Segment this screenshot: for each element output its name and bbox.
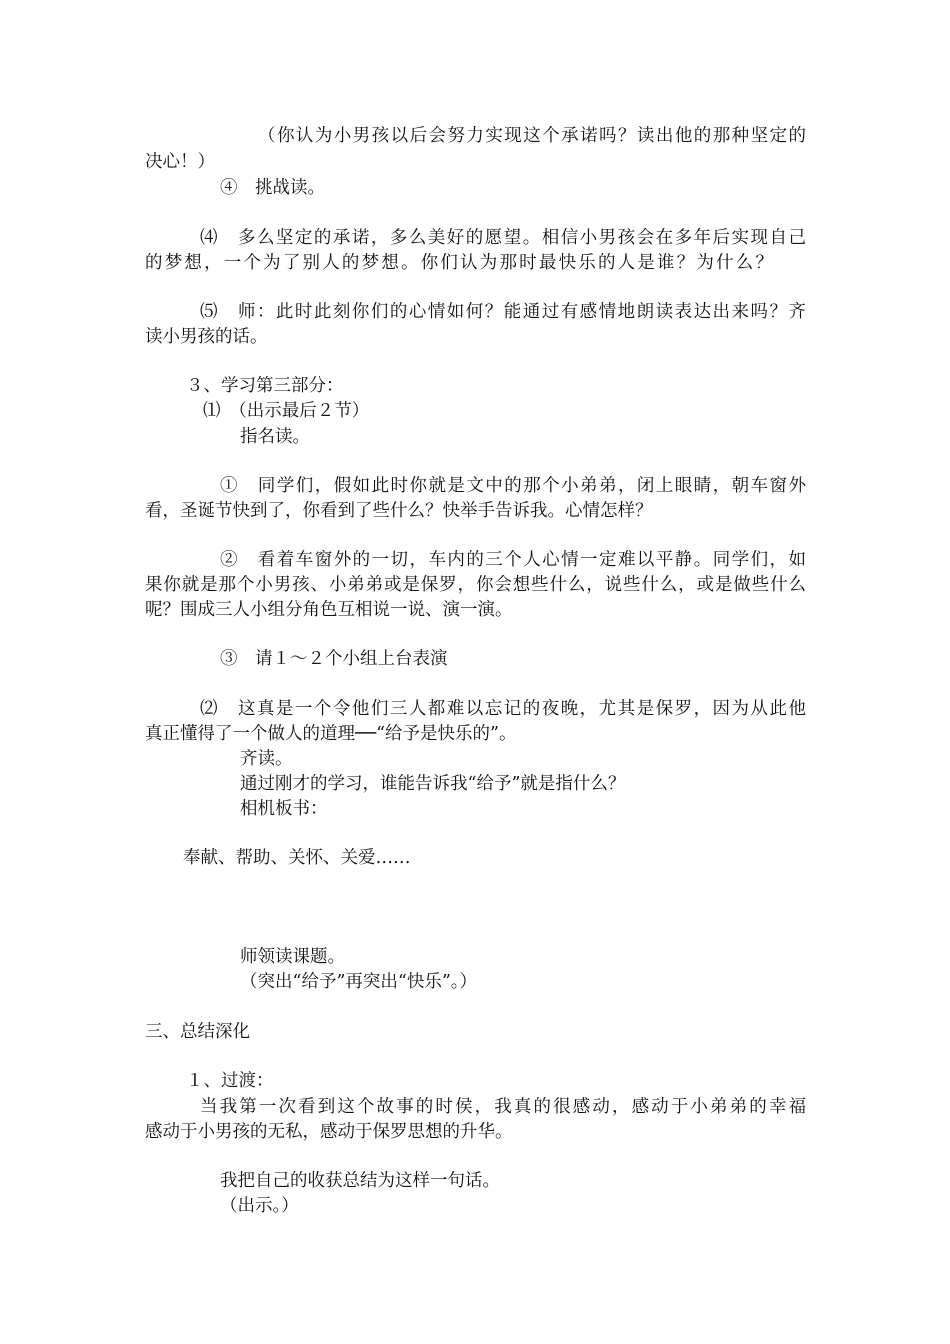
- section-heading: ３、学习第三部分：: [186, 376, 344, 396]
- text-line: ⑴ （出示最后２节）: [203, 401, 370, 421]
- text-line: ⑸ 师：此时此刻你们的心情如何？能通过有感情地朗读表达出来吗？齐: [200, 302, 806, 322]
- text-line: 真正懂得了一个做人的道理──“给予是快乐的”。: [145, 724, 517, 744]
- text-line: 师领读课题。: [240, 947, 345, 967]
- text-line: 相机板书：: [240, 799, 328, 819]
- text-line: ⑵ 这真是一个令他们三人都难以忘记的夜晚，尤其是保罗，因为从此他: [200, 699, 806, 719]
- text-line: ③ 请１～２个小组上台表演: [220, 649, 448, 669]
- text-line: 看，圣诞节快到了，你看到了些什么？快举手告诉我。心情怎样？: [145, 501, 653, 521]
- text-line: （出示。）: [220, 1196, 299, 1216]
- text-line: 的梦想，一个为了别人的梦想。你们认为那时最快乐的人是谁？为什么？: [145, 253, 773, 273]
- text-line: （突出“给予”再突出“快乐”。）: [240, 972, 478, 992]
- text-line: 决心！）: [145, 152, 215, 172]
- text-line: ④ 挑战读。: [220, 178, 325, 198]
- text-line: ② 看着车窗外的一切，车内的三个人心情一定难以平静。同学们，如: [220, 550, 806, 570]
- text-line: （你认为小男孩以后会努力实现这个承诺吗？读出他的那种坚定的: [258, 126, 806, 146]
- section-heading: １、过渡：: [186, 1071, 274, 1091]
- text-line: ⑷ 多么坚定的承诺，多么美好的愿望。相信小男孩会在多年后实现自己: [200, 228, 806, 248]
- text-line: 当我第一次看到这个故事的时侯，我真的很感动，感动于小弟弟的幸福: [200, 1097, 806, 1117]
- text-line: 读小男孩的话。: [145, 327, 268, 347]
- text-line: 齐读。: [240, 749, 293, 769]
- section-heading: 三、总结深化: [145, 1022, 250, 1042]
- text-line: 感动于小男孩的无私，感动于保罗思想的升华。: [145, 1122, 513, 1142]
- text-line: 指名读。: [240, 427, 310, 447]
- text-line: ① 同学们，假如此时你就是文中的那个小弟弟，闭上眼睛，朝车窗外: [220, 476, 806, 496]
- text-line: 我把自己的收获总结为这样一句话。: [220, 1171, 500, 1191]
- text-line: 果你就是那个小男孩、小弟弟或是保罗，你会想些什么，说些什么，或是做些什么: [145, 575, 806, 595]
- blackboard-text: 奉献、帮助、关怀、关爱……: [183, 848, 411, 868]
- text-line: 通过刚才的学习，谁能告诉我“给予”就是指什么？: [240, 774, 626, 794]
- text-line: 呢？围成三人小组分角色互相说一说、演一演。: [145, 600, 513, 620]
